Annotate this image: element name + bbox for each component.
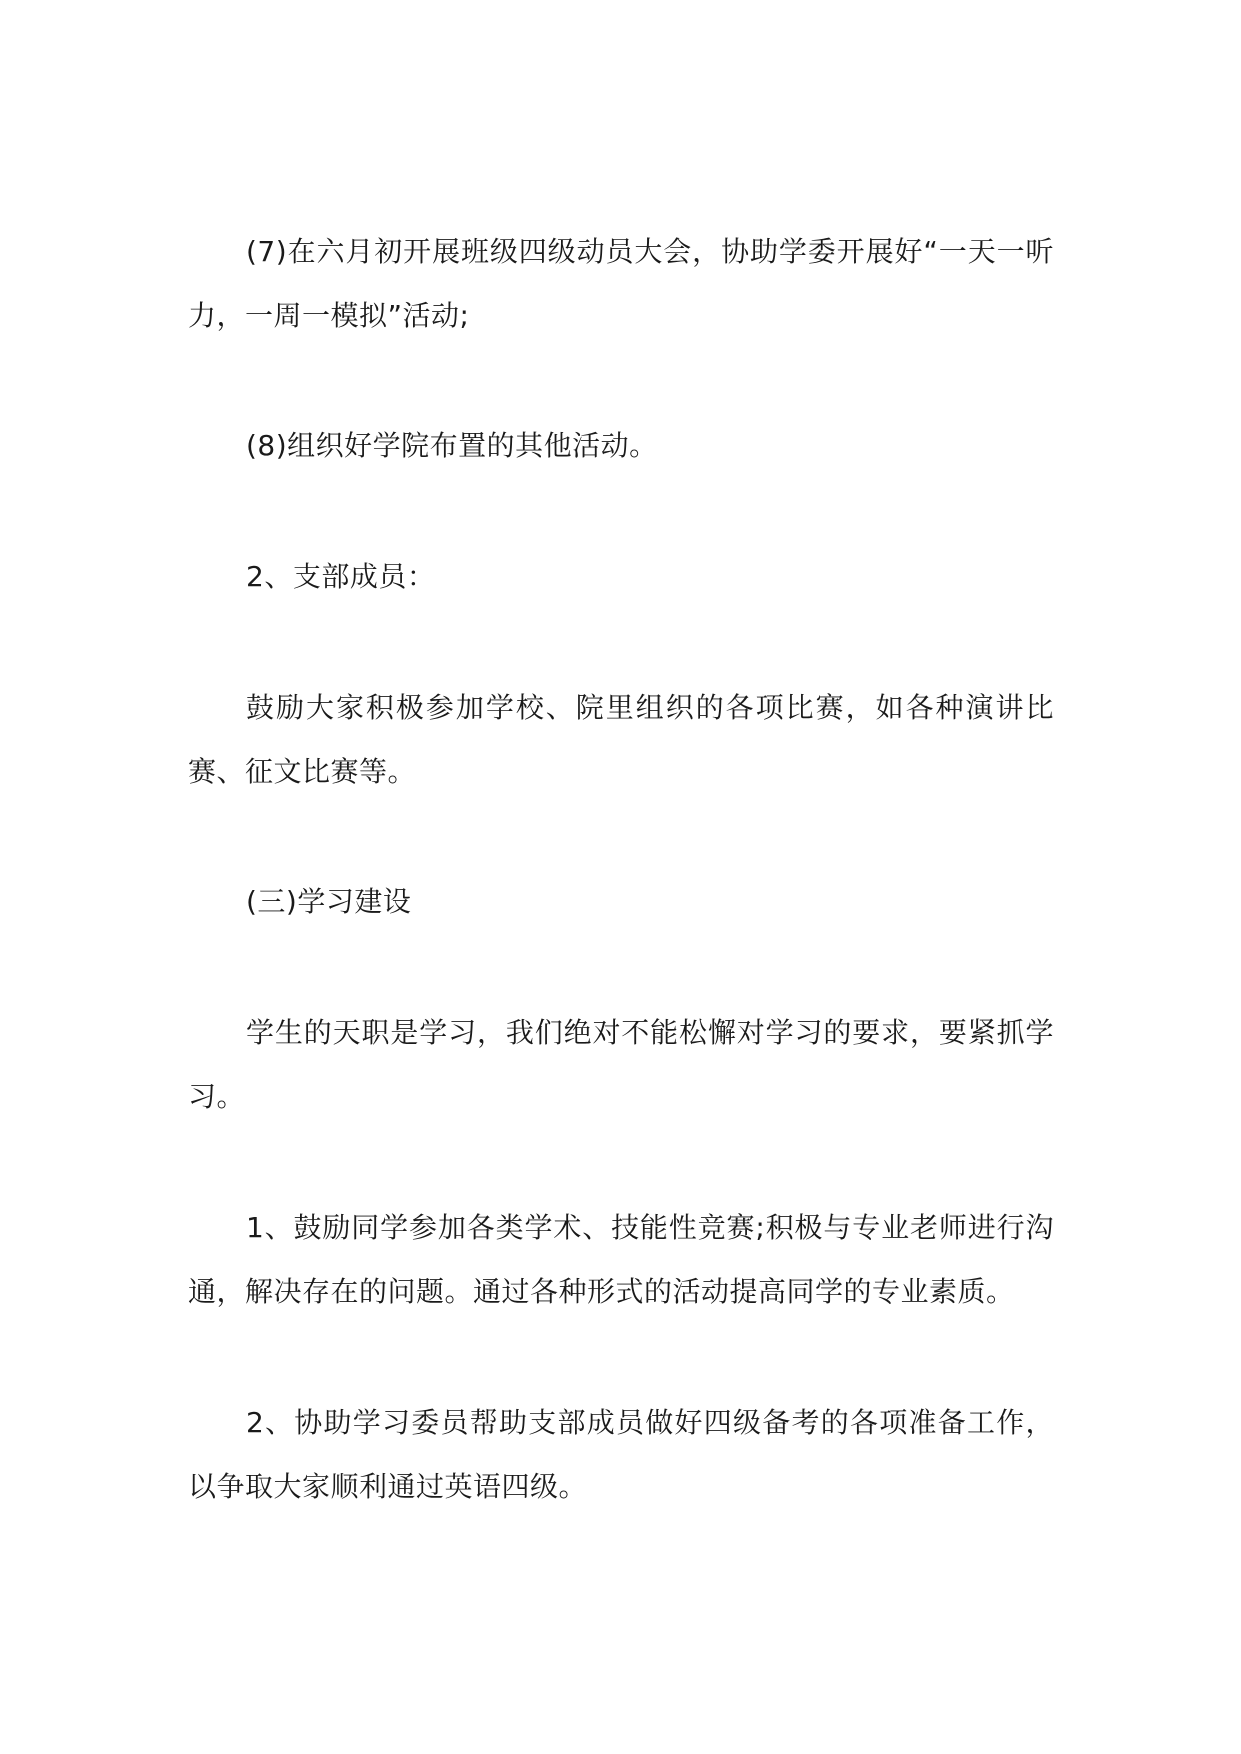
paragraph-item-8-other-activities: (8)组织好学院布置的其他活动。	[246, 429, 658, 462]
paragraph-study-item-1: 1、鼓励同学参加各类学术、技能性竞赛;积极与专业老师进行沟通，解决存在的问题。通过各种形式的活动提高同学的专业素质。	[188, 1211, 1054, 1308]
paragraph-heading-branch-members: 2、支部成员：	[246, 560, 436, 593]
paragraph-competitions: 鼓励大家积极参加学校、院里组织的各项比赛，如各种演讲比赛、征文比赛等。	[188, 691, 1054, 788]
section-heading-study-building: (三)学习建设	[246, 885, 412, 918]
paragraph-item-7-activity: (7)在六月初开展班级四级动员大会，协助学委开展好“一天一听力，一周一模拟”活动;	[188, 235, 1054, 332]
paragraph-study-intro: 学生的天职是学习，我们绝对不能松懈对学习的要求，要紧抓学习。	[188, 1016, 1054, 1113]
paragraph-study-item-2: 2、协助学习委员帮助支部成员做好四级备考的各项准备工作，以争取大家顺利通过英语四级。	[188, 1406, 1054, 1503]
